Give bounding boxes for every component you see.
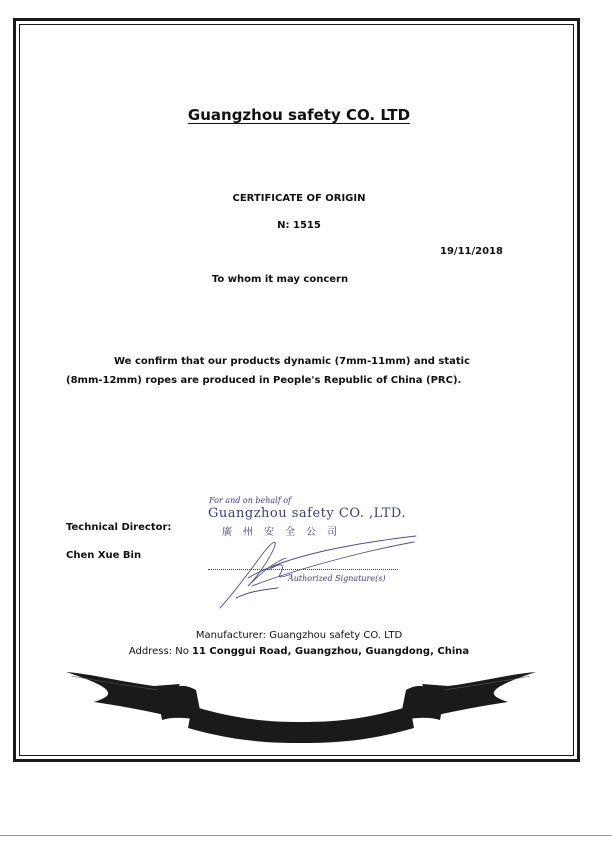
stamp-company-name: Guangzhou safety CO. ,LTD.: [208, 506, 406, 521]
certificate-date: 19/11/2018: [440, 246, 503, 257]
stamp-chinese-name: 廣州安全公司: [222, 527, 348, 538]
handwritten-signature: [208, 528, 428, 610]
manufacturer-line: Manufacturer: Guangzhou safety CO. LTD: [195, 630, 403, 641]
greeting: To whom it may concern: [211, 274, 349, 285]
address-line: [0, 646, 598, 657]
certificate-title: CERTIFICATE OF ORIGIN: [232, 193, 366, 204]
stamp-behalf-text: For and on behalf of: [209, 496, 292, 505]
statement-paragraph: We confirm that our products dynamic (7mm-11mm) and static (8mm-12mm) ropes are produced in People's Republic of China (PRC).: [66, 356, 471, 386]
decorative-ribbon: [62, 664, 540, 744]
address-prefix: Address: No: [128, 646, 193, 657]
director-title: Technical Director:: [66, 522, 172, 533]
director-name: Chen Xue Bin: [66, 550, 142, 561]
stamp-authorized-text: Authorized Signature(s): [288, 574, 386, 583]
address-details: 11 Conggui Road, Guangzhou, Guangdong, China: [192, 646, 470, 657]
page-bottom-line: [0, 835, 612, 836]
certificate-number: N: 1515: [277, 220, 321, 231]
company-title: Guangzhou safety CO. LTD: [187, 106, 411, 124]
